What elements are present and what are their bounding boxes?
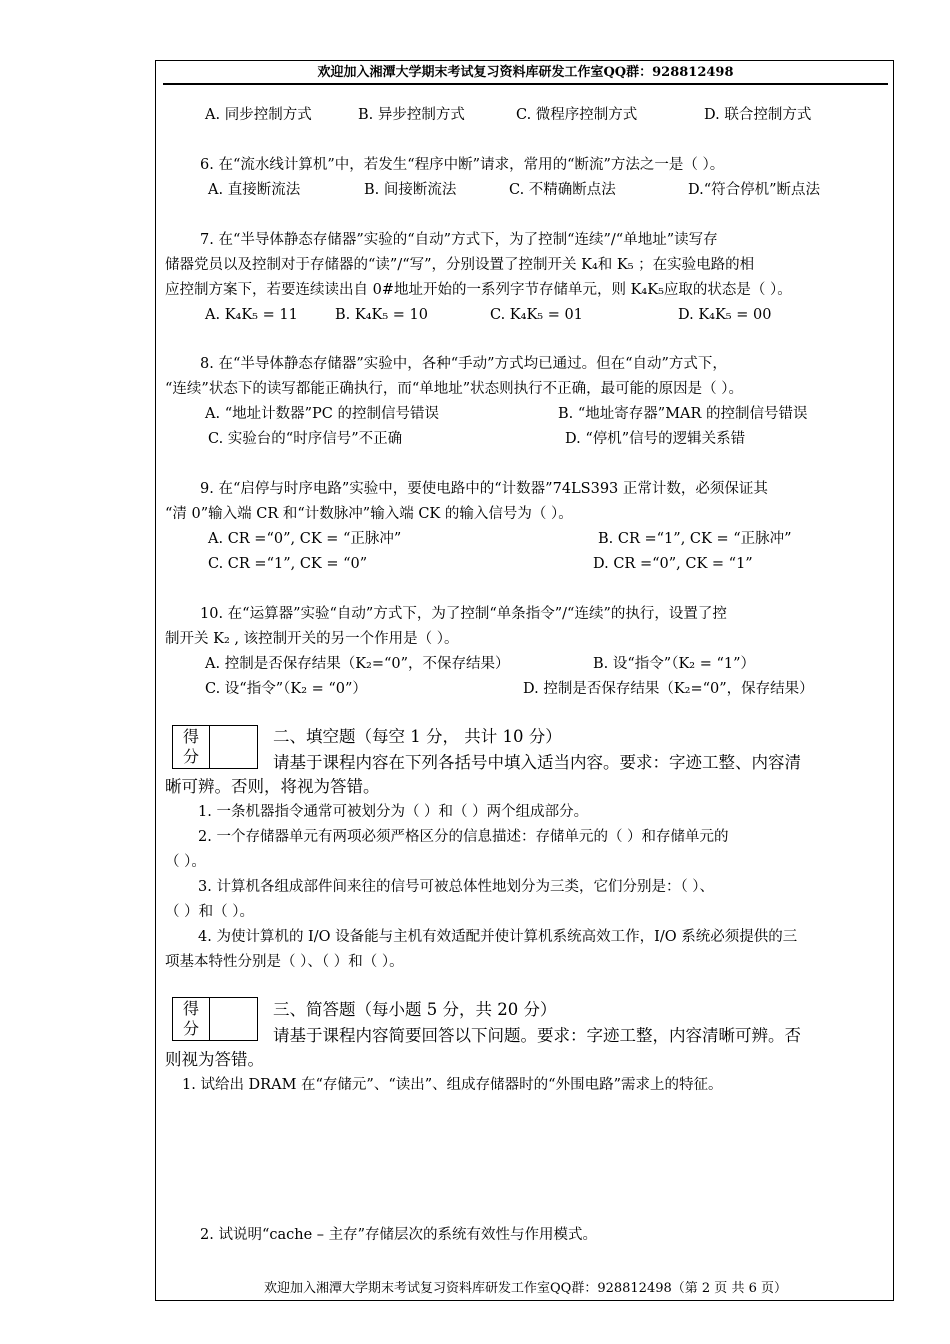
q8-option-a: A. “地址计数器”PC 的控制信号错误	[205, 406, 439, 422]
q8-line-2: “连续”状态下的读写都能正确执行，而“单地址”状态则执行不正确，最可能的原因是（ ）。	[165, 381, 744, 397]
page-footer: 欢迎加入湘潭大学期末考试复习资料库研发工作室QQ群：928812498（第 2 页 共 6 页）	[264, 1281, 787, 1296]
q8-option-c: C. 实验台的“时序信号”不正确	[208, 431, 403, 447]
q5-options	[205, 105, 835, 125]
sec2-instruction-1: 请基于课程内容在下列各括号中填入适当内容。要求：字迹工整、内容清	[273, 753, 801, 772]
q10-line-2: 制开关 K₂ , 该控制开关的另一个作用是（ ）。	[165, 631, 459, 647]
sec3-q2: 2. 试说明“cache – 主存”存储层次的系统有效性与作用模式。	[200, 1227, 598, 1243]
q8-option-b: B. “地址寄存器”MAR 的控制信号错误	[558, 406, 808, 422]
score-blank[interactable]	[210, 998, 257, 1040]
sec2-q1: 1. 一条机器指令通常可被划分为（ ）和（ ）两个组成部分。	[198, 804, 589, 820]
q7-option-c: C. K₄K₅ = 01	[490, 307, 583, 323]
q9-option-a: A. CR =“0”, CK = “正脉冲”	[208, 531, 402, 547]
sec3-instruction-1: 请基于课程内容简要回答以下问题。要求：字迹工整，内容清晰可辨。否	[273, 1026, 801, 1045]
q7-options	[205, 305, 805, 325]
sec2-q3-line-2: （ ）和（ ）。	[165, 904, 254, 920]
q8-option-d: D. “停机”信号的逻辑关系错	[565, 431, 746, 447]
score-box-sec3	[172, 997, 258, 1041]
q7-line-1: 7. 在“半导体静态存储器”实验的“自动”方式下，为了控制“连续”/“单地址”读写存	[200, 232, 718, 248]
page-header: 欢迎加入湘潭大学期末考试复习资料库研发工作室QQ群：928812498	[317, 65, 734, 80]
sec2-q4-line-1: 4. 为使计算机的 I/O 设备能与主机有效适配并使计算机系统高效工作，I/O 系统必须提供的三	[198, 929, 798, 945]
score-label: 得 分	[173, 998, 210, 1040]
q10-option-d: D. 控制是否保存结果（K₂=“0”，保存结果）	[523, 681, 814, 697]
q5-option-d: D. 联合控制方式	[704, 107, 812, 123]
q7-option-d: D. K₄K₅ = 00	[678, 307, 772, 323]
q6-options	[208, 180, 868, 200]
sec3-q1: 1. 试给出 DRAM 在“存储元”、“读出”、组成存储器时的“外围电路”需求上的特征。	[182, 1077, 723, 1093]
q9-line-1: 9. 在“启停与时序电路”实验中，要使电路中的“计数器”74LS393 正常计数，必须保证其	[200, 481, 768, 497]
q7-line-2: 储器党员以及控制对于存储器的“读”/“写”，分别设置了控制开关 K₄和 K₅ ；在实验电路的相	[165, 257, 755, 273]
q10-option-b: B. 设“指令”（K₂ = “1”）	[593, 656, 756, 672]
q7-option-a: A. K₄K₅ = 11	[205, 307, 298, 323]
q9-line-2: “清 0”输入端 CR 和“计数脉冲”输入端 CK 的输入信号为（ ）。	[165, 506, 573, 522]
q7-option-b: B. K₄K₅ = 10	[335, 307, 428, 323]
q10-line-1: 10. 在“运算器”实验“自动”方式下，为了控制“单条指令”/“连续”的执行，设置了控	[200, 606, 727, 622]
q6-option-c: C. 不精确断点法	[509, 182, 616, 198]
q6-stem: 6. 在“流水线计算机”中，若发生“程序中断”请求，常用的“断流”方法之一是（ ）。	[200, 157, 725, 173]
q9-option-c: C. CR =“1”, CK = “0”	[208, 556, 368, 572]
sec2-q2-line-2: （ ）。	[165, 854, 206, 870]
q6-option-a: A. 直接断流法	[208, 182, 301, 198]
sec2-title: 二、填空题（每空 1 分， 共计 10 分）	[273, 727, 562, 746]
q10-option-c: C. 设“指令”（K₂ = “0”）	[205, 681, 367, 697]
q5-option-b: B. 异步控制方式	[358, 107, 465, 123]
header-rule	[163, 83, 888, 85]
score-label: 得 分	[173, 726, 210, 768]
q6-option-b: B. 间接断流法	[364, 182, 457, 198]
q7-line-3: 应控制方案下，若要连续读出自 0#地址开始的一系列字节存储单元，则 K₄K₅应取的状态是（ ）。	[165, 282, 792, 298]
sec2-q2-line-1: 2. 一个存储器单元有两项必须严格区分的信息描述：存储单元的（ ）和存储单元的	[198, 829, 729, 845]
q9-option-b: B. CR =“1”, CK = “正脉冲”	[598, 531, 792, 547]
q6-option-d: D.“符合停机”断点法	[688, 182, 821, 198]
sec2-q3-line-1: 3. 计算机各组成部件间来往的信号可被总体性地划分为三类，它们分别是：（ ）、	[198, 879, 715, 895]
q9-option-d: D. CR =“0”, CK = “1”	[593, 556, 753, 572]
sec2-q4-line-2: 项基本特性分别是（ ）、（ ）和（ ）。	[165, 954, 404, 970]
q10-option-a: A. 控制是否保存结果（K₂=“0”，不保存结果）	[205, 656, 510, 672]
sec2-instruction-2: 晰可辨。否则，将视为答错。	[165, 777, 380, 796]
q5-option-a: A. 同步控制方式	[205, 107, 312, 123]
q8-line-1: 8. 在“半导体静态存储器”实验中，各种“手动”方式均已通过。但在“自动”方式下，	[200, 356, 727, 372]
sec3-title: 三、简答题（每小题 5 分，共 20 分）	[273, 1000, 557, 1019]
score-blank[interactable]	[210, 726, 257, 768]
sec3-instruction-2: 则视为答错。	[165, 1050, 264, 1069]
q5-option-c: C. 微程序控制方式	[516, 107, 638, 123]
score-box-sec2	[172, 725, 258, 769]
